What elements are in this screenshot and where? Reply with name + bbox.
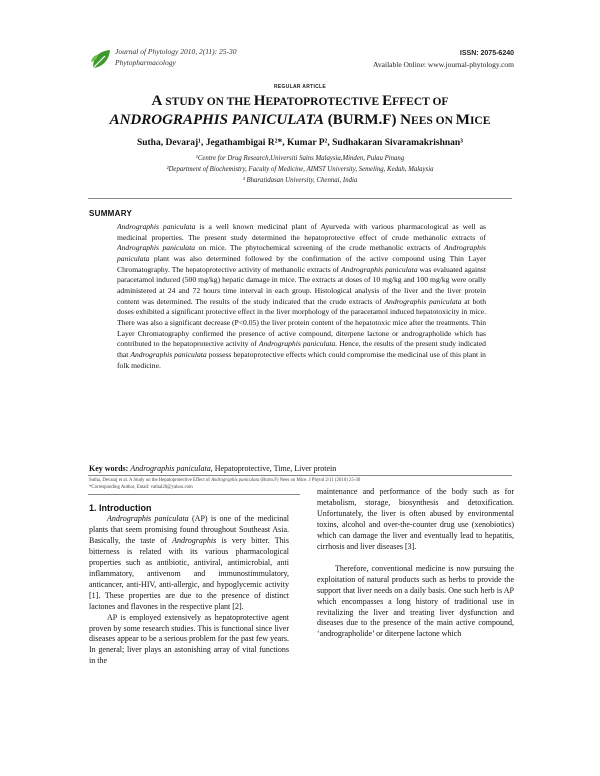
affiliation-2: ²Department of Biochemistry, Faculty of Medicine, AIMST University, Semeling, Kedah, Malaysia (166, 166, 434, 173)
intro-column-1: Andrographis paniculata (AP) is one of the medicinal plants that seem promising found throughout Southeast Asia. Basically, the taste of Andrographis is very bitter. This bitterness is related with its various pharmacological properties such as antibiotic, antiviral, antimicrobial, anti inflammatory, antivenom and immunostimmulatory, anticancer, anti-HIV, anti-allergic, and hypoglycemic activity [1]. These properties are due to the presence of distinct lactones and flavones in the respective plant [2]. AP is employed extensively as hepatoprotective agent proven by some research studies. This is functional since liver diseases appear to be a serious problem for the past few years. In general; liver plays an astonishing array of vital functions in the (89, 514, 289, 666)
abstract: Andrographis paniculata is a well known medicinal plant of Ayurveda with various pharmacological as well as medicinal properties. The present study determined the hepatoprotective effect of crude methanolic extracts of Andrographis paniculata on mice. The phytochemical screening of the crude methanolic extracts of Andrographis paniculata plant was also determined followed by the confirmation of the active compound using Thin Layer Chromatography. The hepatoprotective activity of methanolic extracts of Andrographis paniculata was evaluated against paracetamol induced (500 mg/kg) hepatic damage in mice. The extracts at doses of 10 mg/kg and 100 mg/kg were orally administered at 24 and 72 hours time interval in each group. Histological analysis of the liver and the liver protein content was determined. The results of the study indicated that the crude extracts of Andrographis paniculata at both doses exhibited a significant protective effect in the liver morphology of the paracetamol induced hepatotoxicity in mice. There was also a significant decrease (P<0.05) the liver protein content of the hepatotoxic mice after the treatments. Thin Layer Chromatography confirmed the presence of active compound, diterpene lactone or andrographolide which has contributed to the hepatoprotective activity of Andrographis paniculata. Hence, the results of the present study indicated that Andrographis paniculata possess hepatoprotective effects which could compromise the medicinal use of this plant in folk medicine. (117, 222, 487, 370)
summary-heading: SUMMARY (89, 209, 133, 218)
affiliation-3: ³ Bharatidasan University, Chennai, India (242, 177, 358, 184)
divider (88, 198, 512, 199)
affiliation-1: ¹Centre for Drug Research,Universiti Sains Malaysia,Minden, Pulau Pinang (195, 155, 405, 162)
journal-info (115, 47, 237, 68)
keywords: Key words: Andrographis paniculata, Hepatoprotective, Time, Liver protein (89, 464, 337, 473)
authors: Sutha, Devaraj¹, Jegathambigai R²*, Kumar P², Sudhakaran Sivaramakrishnan³ (136, 138, 464, 148)
intro-heading: 1. Introduction (89, 503, 152, 513)
issn: ISSN: 2075-6240 (459, 50, 514, 57)
citation: Sutha, Devaraj et al. A Study on the Hepatoprotective Effect of Andrographis paniculata (Burm.F) Nees on Mice. J Phytol 2/11 (2010) 25-30 *Corresponding Author, Email: vathal20@yahoo.com (89, 478, 361, 490)
section-tag: REGULAR ARTICLE (273, 84, 327, 90)
journal-line1: Journal of Phytology 2010, 2(11): 25-30 (115, 47, 237, 56)
divider (88, 475, 512, 476)
leaf-logo-icon (89, 48, 113, 70)
article-title: A STUDY ON THE HEPATOPROTECTIVE EFFECT OF ANDROGRAPHIS PANICULATA (BURM.F) NEES ON MICE (109, 93, 491, 128)
intro-column-2: maintenance and performance of the body such as for metabolism, storage, biosynthesis and detoxification. Unfortunately, the liver is often abused by environmental toxins, alcohol and over-the-counter drug use (xenobiotics) which can damage the liver and eventually lead to hepatitis, cirrhosis and liver diseases [3]. Therefore, conventional medicine is now pursuing the exploitation of natural products such as herbs to provide the support that liver needs on a daily basis. One such herb is AP which encompasses a long history of traditional use in revitalizing the liver and treating liver dysfunction and diseases due to the presence of the main active compound, ‘andrographolide’ or diterpene lactone which (317, 487, 514, 639)
journal-line2: Phytopharmacology (115, 57, 176, 67)
available-online: Available Online: www.journal-phytology.com (373, 60, 514, 69)
divider (88, 494, 300, 495)
issn-info (373, 47, 514, 70)
